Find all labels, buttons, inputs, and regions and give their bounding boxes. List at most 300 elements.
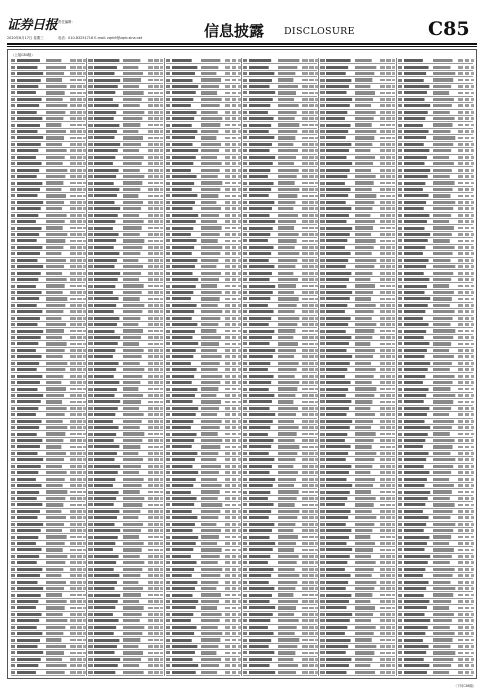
listing-cell [309,92,313,95]
listing-cell [380,355,385,358]
listing-cell [404,581,429,584]
listing-cell [398,194,403,197]
listing-cell [278,98,294,101]
listing-cell [243,323,247,326]
listing-cell [458,156,463,159]
listing-cell [320,426,324,429]
listing-cell [166,529,170,532]
listing-cell [88,671,92,674]
listing-cell [326,568,345,571]
listing-cell [404,587,426,590]
listing-cell [380,362,385,365]
listing-cell [326,664,349,667]
listing-cell [433,606,449,609]
listing-cell [88,136,92,139]
listing-cell [398,452,403,455]
listing-cell [458,362,463,365]
listing-cell [278,317,300,320]
listing-cell [302,169,307,172]
listing-cell [148,169,153,172]
listing-cell [386,587,390,590]
listing-cell [11,66,15,69]
listing-cell [238,375,241,378]
listing-cell [465,304,470,307]
listing-cell [83,92,86,95]
listing-cell [315,259,318,262]
listing-cell [309,175,313,178]
listing-cell [315,491,318,494]
listing-cell [458,111,463,114]
listing-cell [309,529,313,532]
listing-cell [88,362,92,365]
listing-cell [17,375,42,378]
listing-cell [392,355,395,358]
listing-cell [232,549,236,552]
listing-cell [355,156,375,159]
listing-cell [404,342,429,345]
listing-cell [309,330,313,333]
listing-cell [70,298,75,301]
listing-cell [392,568,395,571]
listing-cell [166,136,170,139]
listing-cell [11,536,15,539]
listing-cell [160,626,163,629]
listing-cell [433,317,452,320]
listing-cell [398,317,403,320]
listing-cell [166,349,170,352]
listing-cell [232,465,236,468]
listing-cell [238,362,241,365]
listing-cell [380,207,385,210]
listing-cell [326,394,346,397]
listing-cell [172,272,192,275]
listing-cell [471,420,474,423]
listing-cell [88,214,92,217]
listing-cell [83,413,86,416]
listing-cell [17,568,42,571]
listing-cell [46,471,67,474]
listing-cell [309,607,313,610]
listing-cell [77,98,81,101]
listing-cell [392,323,395,326]
listing-cell [172,574,192,577]
listing-cell [232,658,236,661]
listing-cell [201,626,218,629]
listing-cell [309,149,313,152]
listing-cell [172,671,196,674]
listing-cell [201,613,222,616]
listing-cell [77,143,81,146]
listing-cell [148,79,153,82]
listing-cell [154,317,158,320]
listing-cell [225,446,230,449]
listing-cell [46,91,65,94]
listing-cell [309,349,313,352]
listing-cell [160,156,163,159]
listing-cell [326,330,346,333]
listing-cell [398,104,403,107]
listing-cell [404,130,429,133]
listing-cell [398,59,403,62]
listing-cell [380,426,385,429]
listing-cell [46,497,66,500]
listing-cell [471,671,474,674]
listing-cell [148,355,153,358]
listing-cell [309,594,313,597]
listing-cell [433,497,449,500]
listing-cell [160,310,163,313]
listing-cell [320,400,324,403]
listing-cell [154,600,158,603]
listing-cell [380,349,385,352]
listing-cell [225,607,230,610]
listing-cell [166,79,170,82]
listing-cell [380,233,385,236]
listing-cell [355,162,373,165]
listing-cell [355,452,377,455]
listing-cell [148,240,153,243]
listing-cell [225,252,230,255]
listing-cell [243,330,247,333]
listing-cell [238,349,241,352]
listing-cell [380,388,385,391]
listing-cell [11,458,15,461]
listing-cell [326,336,351,339]
listing-cell [148,317,153,320]
listing-cell [154,626,158,629]
listing-cell [160,188,163,191]
listing-cell [302,182,307,185]
listing-cell [166,407,170,410]
listing-cell [201,593,221,596]
listing-cell [123,259,139,262]
listing-cell [386,626,390,629]
listing-cell [355,606,375,609]
listing-cell [278,265,296,268]
listing-cell [243,149,247,152]
listing-cell [404,510,423,513]
listing-cell [160,85,163,88]
listing-cell [225,156,230,159]
listing-cell [77,587,81,590]
listing-cell [315,594,318,597]
listing-cell [404,471,429,474]
listing-cell [70,310,75,313]
listing-cell [320,581,324,584]
listing-cell [160,240,163,243]
listing-cell [278,581,298,584]
listing-cell [123,136,143,139]
listing-cell [471,394,474,397]
listing-cell [172,156,196,159]
listing-cell [309,111,313,114]
listing-cell [386,233,390,236]
listing-cell [17,529,41,532]
listing-cell [249,613,273,616]
listing-cell [154,491,158,494]
listing-cell [17,207,41,210]
listing-cell [386,375,390,378]
listing-cell [326,188,350,191]
listing-cell [160,446,163,449]
listing-cell [465,182,470,185]
listing-cell [315,98,318,101]
listing-cell [320,458,324,461]
listing-cell [320,407,324,410]
listing-cell [398,606,403,609]
listing-cell [243,542,247,545]
listing-cell [70,220,75,223]
listing-cell [160,66,163,69]
listing-cell [355,117,374,120]
listing-cell [77,452,81,455]
listing-cell [302,619,307,622]
listing-cell [232,111,236,114]
listing-cell [17,606,36,609]
listing-cell [458,246,463,249]
listing-cell [404,594,424,597]
listing-cell [355,207,373,210]
listing-cell [278,117,295,120]
listing-cell [11,478,15,481]
listing-cell [433,123,452,126]
listing-cell [243,85,247,88]
listing-cell [404,413,427,416]
listing-cell [315,497,318,500]
listing-cell [315,317,318,320]
listing-cell [11,362,15,365]
listing-cell [315,607,318,610]
listing-cell [309,568,313,571]
listing-cell [386,175,390,178]
listing-cell [458,66,463,69]
listing-cell [238,246,241,249]
listing-cell [433,368,449,371]
listing-cell [326,594,351,597]
listing-cell [465,124,470,127]
listing-cell [123,220,144,223]
listing-cell [458,278,463,281]
listing-cell [88,497,92,500]
listing-cell [398,555,403,558]
listing-cell [465,72,470,75]
listing-cell [392,626,395,629]
listing-cell [458,619,463,622]
listing-cell [249,400,272,403]
listing-cell [309,471,313,474]
listing-cell [232,317,236,320]
listing-cell [88,98,92,101]
listing-cell [380,214,385,217]
listing-cell [398,362,403,365]
listing-cell [70,265,75,268]
listing-cell [278,91,296,94]
listing-cell [302,401,307,404]
listing-cell [326,278,349,281]
listing-cell [380,117,385,120]
listing-cell [70,233,75,236]
listing-cell [392,510,395,513]
listing-cell [88,149,92,152]
listing-cell [70,555,75,558]
listing-cell [46,78,62,81]
listing-cell [392,278,395,281]
listing-cell [94,561,116,564]
listing-cell [238,59,241,62]
listing-cell [232,446,236,449]
listing-cell [238,607,241,610]
listing-cell [380,484,385,487]
listing-cell [166,124,170,127]
listing-cell [17,671,36,674]
listing-cell [471,304,474,307]
listing-cell [386,349,390,352]
listing-cell [88,651,92,654]
listing-cell [123,233,140,236]
listing-cell [386,278,390,281]
listing-cell [355,259,377,262]
listing-cell [386,214,390,217]
listing-cell [326,285,346,288]
listing-cell [465,388,470,391]
listing-cell [404,632,425,635]
listing-cell [320,619,324,622]
listing-cell [243,252,247,255]
listing-cell [398,420,403,423]
listing-cell [249,484,273,487]
listing-cell [17,175,37,178]
listing-cell [433,407,451,410]
listing-cell [465,600,470,603]
listing-cell [243,124,247,127]
listing-cell [404,375,425,378]
listing-cell [355,561,376,564]
listing-cell [249,79,272,82]
listing-cell [315,143,318,146]
listing-cell [309,407,313,410]
listing-cell [160,278,163,281]
listing-cell [70,156,75,159]
listing-cell [458,381,463,384]
listing-cell [386,188,390,191]
listing-cell [154,645,158,648]
listing-cell [154,510,158,513]
listing-cell [309,130,313,133]
listing-cell [404,182,425,185]
listing-cell [404,626,428,629]
listing-cell [320,388,324,391]
listing-cell [404,555,430,558]
listing-cell [88,536,92,539]
listing-cell [225,420,230,423]
listing-cell [433,239,449,242]
listing-cell [465,652,470,655]
listing-cell [11,130,15,133]
listing-cell [77,59,81,62]
listing-cell [249,413,275,416]
listing-cell [471,652,474,655]
listing-cell [166,285,170,288]
listing-cell [458,446,463,449]
listing-cell [11,111,15,114]
listing-cell [77,471,81,474]
listing-cell [77,439,81,442]
listing-cell [320,671,324,674]
listing-cell [320,375,324,378]
listing-cell [398,445,403,448]
listing-cell [88,156,92,159]
listing-cell [433,555,452,558]
listing-cell [94,465,120,468]
listing-cell [172,471,198,474]
listing-cell [83,619,86,622]
listing-cell [201,375,223,378]
listing-cell [46,72,64,75]
listing-cell [404,639,423,642]
listing-cell [172,175,196,178]
listing-cell [123,381,141,384]
listing-cell [249,98,273,101]
listing-cell [320,252,324,255]
listing-cell [148,85,153,88]
listing-cell [309,201,313,204]
listing-cell [309,207,313,210]
listing-cell [458,491,463,494]
listing-cell [386,516,390,519]
listing-cell [123,226,142,229]
listing-cell [94,452,117,455]
listing-cell [123,478,144,481]
listing-cell [201,535,219,538]
listing-cell [278,72,296,75]
listing-cell [154,594,158,597]
listing-cell [94,536,118,539]
listing-cell [172,124,192,127]
listing-cell [386,555,390,558]
listing-cell [46,587,64,590]
listing-cell [94,317,119,320]
listing-cell [11,632,15,635]
listing-cell [46,503,64,506]
listing-cell [70,439,75,442]
listing-cell [225,529,230,532]
listing-cell [471,478,474,481]
listing-cell [94,671,115,674]
listing-cell [320,259,324,262]
listing-cell [172,59,192,62]
listing-cell [315,671,318,674]
listing-cell [77,516,81,519]
listing-cell [315,124,318,127]
listing-cell [201,555,220,558]
listing-cell [232,401,236,404]
listing-cell [17,445,40,448]
listing-cell [398,201,403,204]
listing-cell [154,426,158,429]
listing-cell [380,278,385,281]
listing-cell [471,259,474,262]
listing-cell [392,59,395,62]
listing-cell [386,343,390,346]
listing-cell [243,259,247,262]
listing-cell [201,355,222,358]
listing-cell [172,594,192,597]
listing-cell [404,259,429,262]
listing-cell [17,497,37,500]
listing-cell [465,375,470,378]
listing-cell [243,336,247,339]
listing-cell [471,182,474,185]
